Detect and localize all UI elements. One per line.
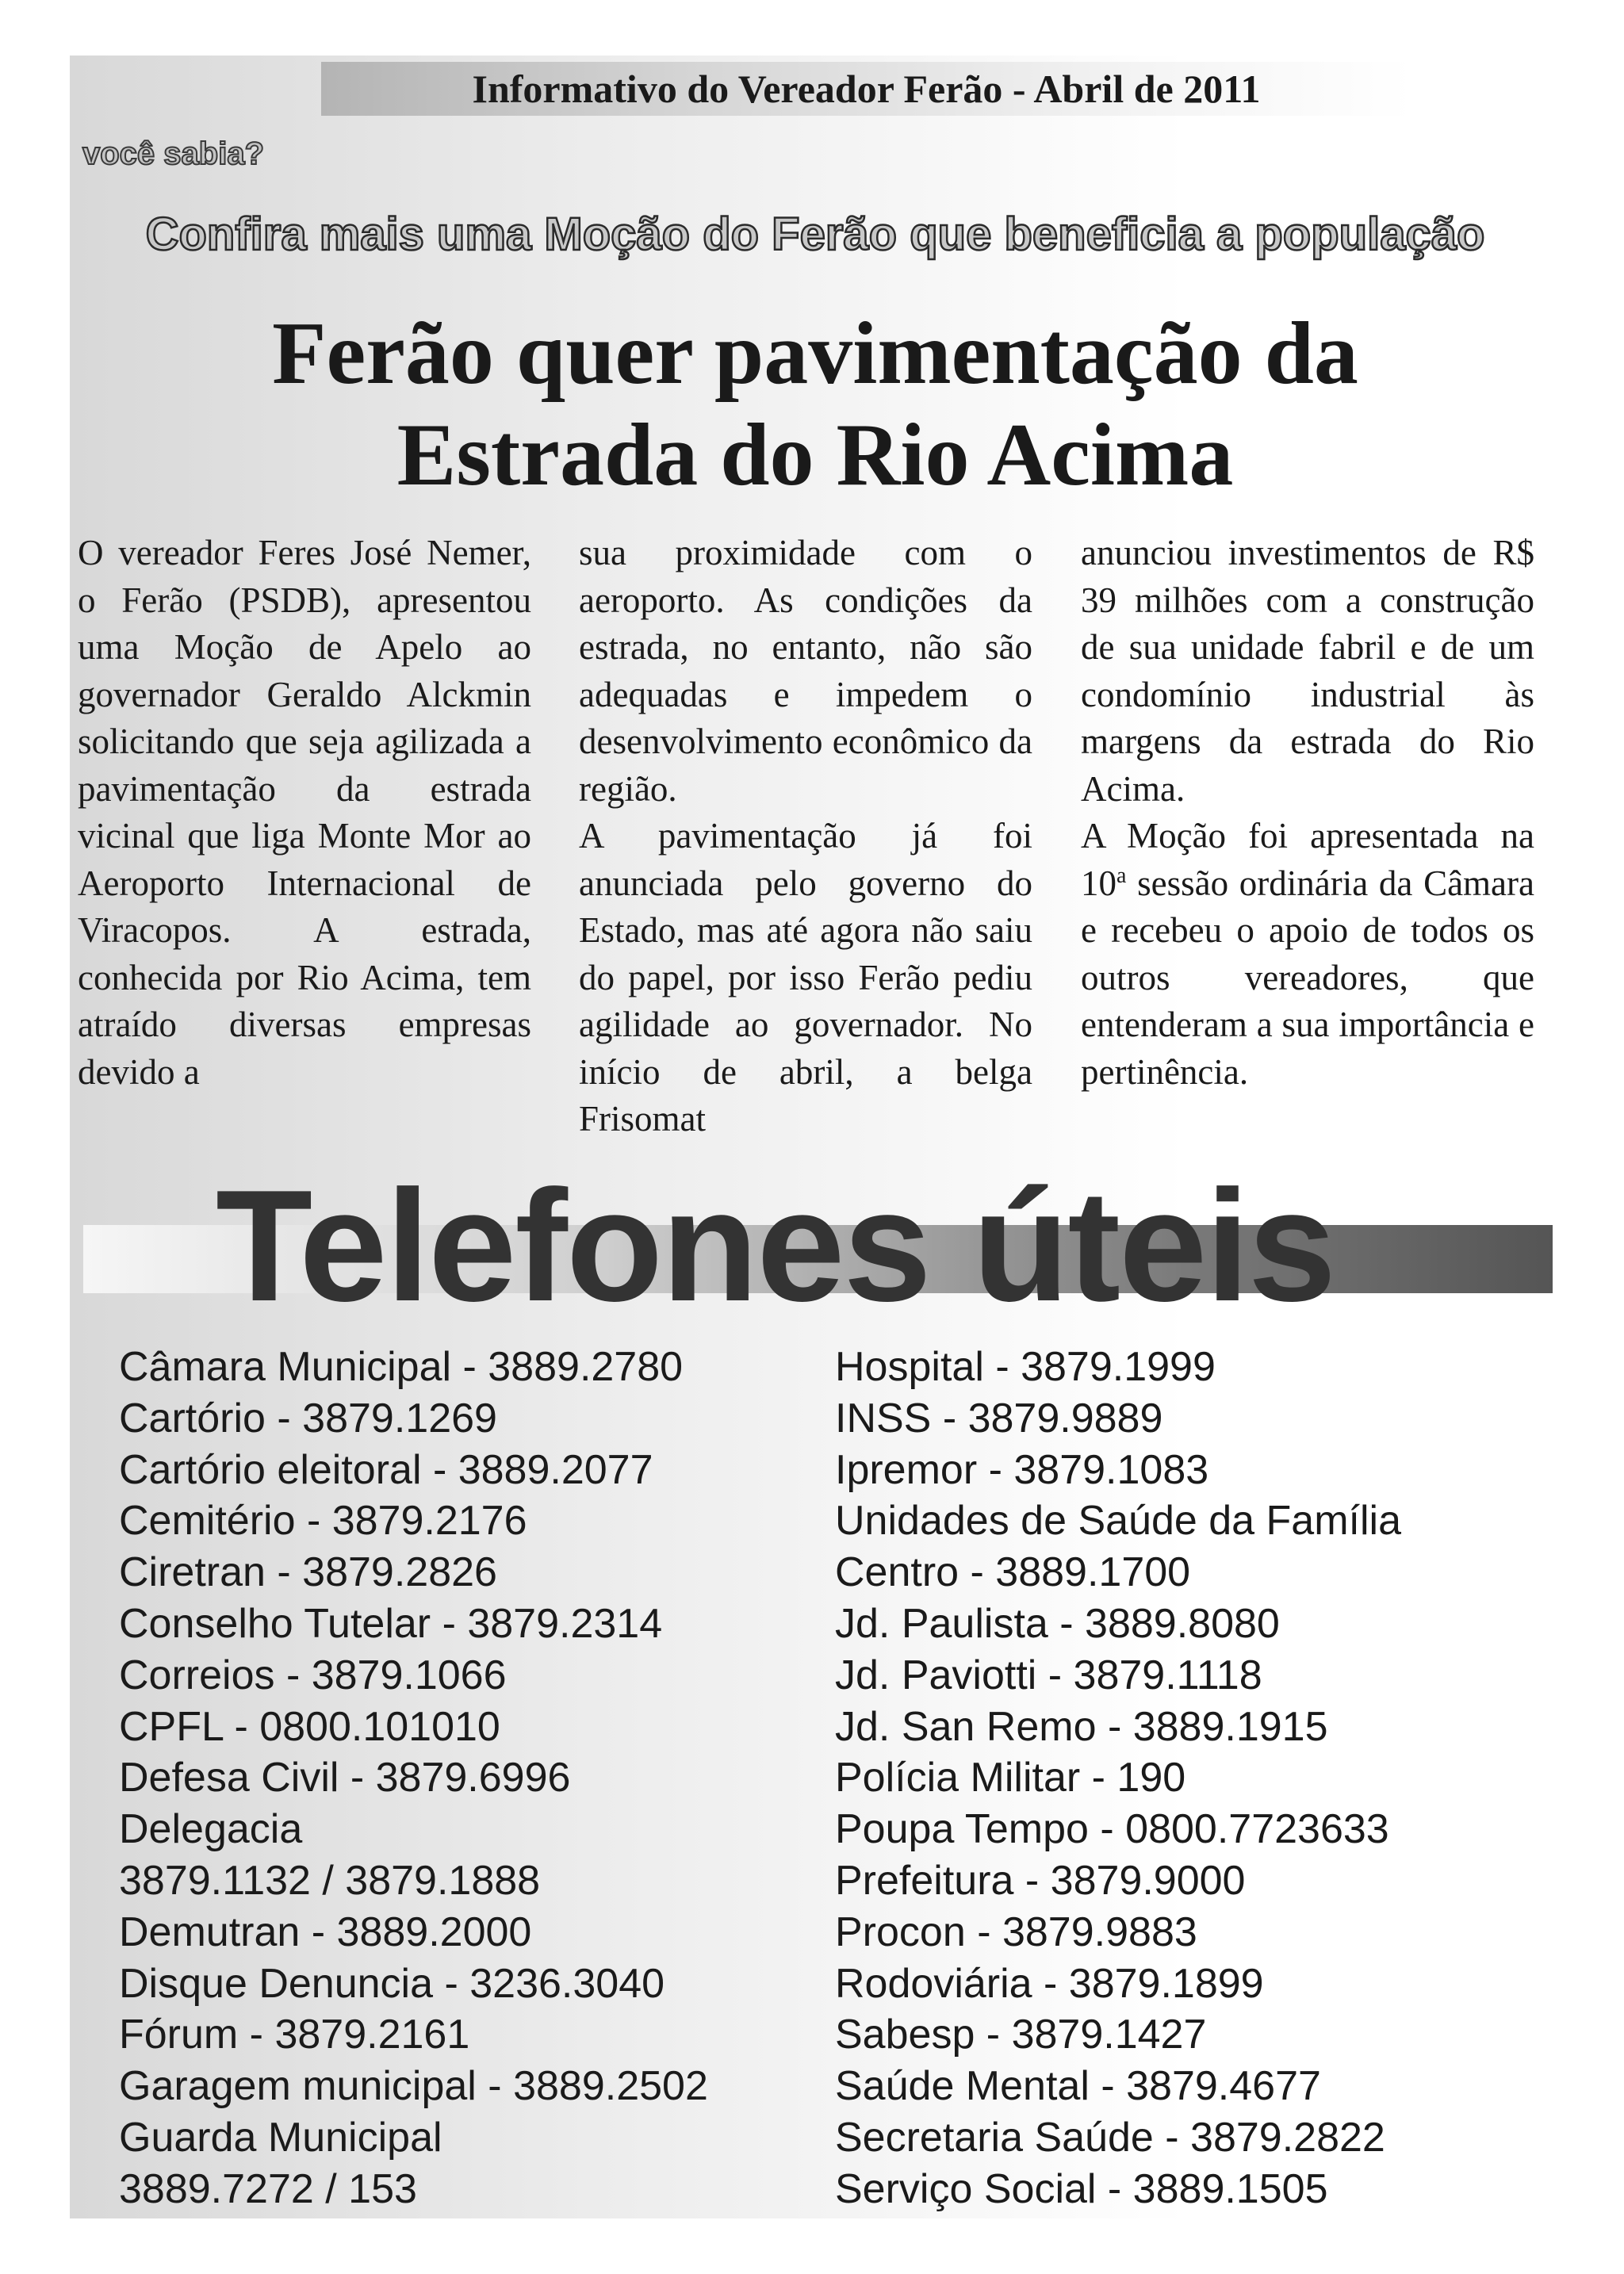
headline-line-2: Estrada do Rio Acima xyxy=(396,406,1234,504)
ordinal-superscript: a xyxy=(1116,863,1127,888)
phone-list-item: Disque Denuncia - 3236.3040 xyxy=(119,1960,665,2007)
phone-list-item: Prefeitura - 3879.9000 xyxy=(835,1857,1246,1904)
phone-list-item: Ciretran - 3879.2826 xyxy=(119,1549,497,1596)
phone-list-item: Delegacia xyxy=(119,1806,303,1853)
article-paragraph: sua proximidade com o aeroporto. As condições da estrada, no entanto, não são adequadas e impedem o desenvolvimento econômico da região. xyxy=(579,533,1032,809)
phone-list-left xyxy=(119,1342,708,2215)
article-text: A Moção foi apresentada na 10 xyxy=(1081,816,1534,903)
phone-list-item: Poupa Tempo - 0800.7723633 xyxy=(835,1806,1389,1853)
phone-list-item: Jd. Paviotti - 3879.1118 xyxy=(835,1652,1262,1698)
article-column-3 xyxy=(1081,530,1534,1096)
article-column-2 xyxy=(579,530,1032,1143)
phone-list-item: CPFL - 0800.101010 xyxy=(119,1703,500,1750)
article-paragraph xyxy=(1081,813,1534,1096)
phones-section-title: Telefones úteis xyxy=(216,1158,1335,1334)
article-paragraph: O vereador Feres José Nemer, o Ferão (PSDB), apresentou uma Moção de Apelo ao governador Geraldo Alckmin solicitando que seja agilizada a pavimentação da estrada vicinal que liga Monte Mor ao Aeroporto Internacional de Viracopos. A estrada, conhecida por Rio Acima, tem atraído diversas empresas devido a xyxy=(78,533,531,1092)
phone-list-item: Defesa Civil - 3879.6996 xyxy=(119,1755,571,1801)
phone-list-item: 3879.1132 / 3879.1888 xyxy=(119,1857,541,1904)
article-text: sessão ordinária da Câmara e recebeu o apoio de todos os outros vereadores, que entenderam a sua importância e pertinência. xyxy=(1081,863,1534,1092)
phone-list-item: Cartório eleitoral - 3889.2077 xyxy=(119,1446,653,1493)
phone-list-item: Saúde Mental - 3879.4677 xyxy=(835,2063,1321,2110)
article-paragraph: A pavimentação já foi anunciada pelo governo do Estado, mas até agora não saiu do papel, por isso Ferão pediu agilidade ao governador. No início de abril, a belga Frisomat xyxy=(579,816,1032,1139)
phone-list-item: 3889.7272 / 153 xyxy=(119,2165,417,2212)
phone-list-item: Cemitério - 3879.2176 xyxy=(119,1498,527,1545)
article-paragraph: anunciou investimentos de R$ 39 milhões com a construção de sua unidade fabril e de um condomínio industrial às margens da estrada do Rio Acima. xyxy=(1081,533,1534,809)
phone-list-item: Jd. San Remo - 3889.1915 xyxy=(835,1703,1328,1750)
phone-list-item: Guarda Municipal xyxy=(119,2114,442,2161)
phone-list-item: Polícia Militar - 190 xyxy=(835,1755,1186,1801)
headline xyxy=(70,303,1561,506)
phone-list-item: Ipremor - 3879.1083 xyxy=(835,1446,1209,1493)
phone-list-item: Demutran - 3889.2000 xyxy=(119,1908,532,1955)
phone-list-item: Serviço Social - 3889.1505 xyxy=(835,2165,1328,2212)
phone-list-item: Cartório - 3879.1269 xyxy=(119,1395,497,1441)
headline-line-1: Ferão quer pavimentação da xyxy=(272,304,1358,403)
phone-list-item: Secretaria Saúde - 3879.2822 xyxy=(835,2114,1385,2161)
phone-list-item: Jd. Paulista - 3889.8080 xyxy=(835,1600,1280,1647)
phone-list-item: Unidades de Saúde da Família xyxy=(835,1498,1402,1545)
phone-list-item: Procon - 3879.9883 xyxy=(835,1908,1197,1955)
phone-list-item: Câmara Municipal - 3889.2780 xyxy=(119,1344,684,1390)
kicker-label: você sabia? xyxy=(82,136,265,171)
phone-list-item: Fórum - 3879.2161 xyxy=(119,2012,470,2058)
phone-list-item: Conselho Tutelar - 3879.2314 xyxy=(119,1600,663,1647)
phone-list-item: INSS - 3879.9889 xyxy=(835,1395,1163,1441)
phone-list-right xyxy=(835,1342,1401,2215)
article-column-1 xyxy=(78,530,531,1096)
phone-list-item: Rodoviária - 3879.1899 xyxy=(835,1960,1264,2007)
phone-list-item: Hospital - 3879.1999 xyxy=(835,1344,1216,1390)
newsletter-title: Informativo do Vereador Ferão - Abril de 2011 xyxy=(472,67,1261,111)
phone-list-item: Garagem municipal - 3889.2502 xyxy=(119,2063,708,2110)
phone-list-item: Centro - 3889.1700 xyxy=(835,1549,1191,1596)
phone-list-item: Sabesp - 3879.1427 xyxy=(835,2012,1207,2058)
article-body xyxy=(78,530,1535,1140)
phone-list-item: Correios - 3879.1066 xyxy=(119,1652,507,1698)
subtitle: Confira mais uma Moção do Ferão que beneficia a população xyxy=(145,209,1485,260)
